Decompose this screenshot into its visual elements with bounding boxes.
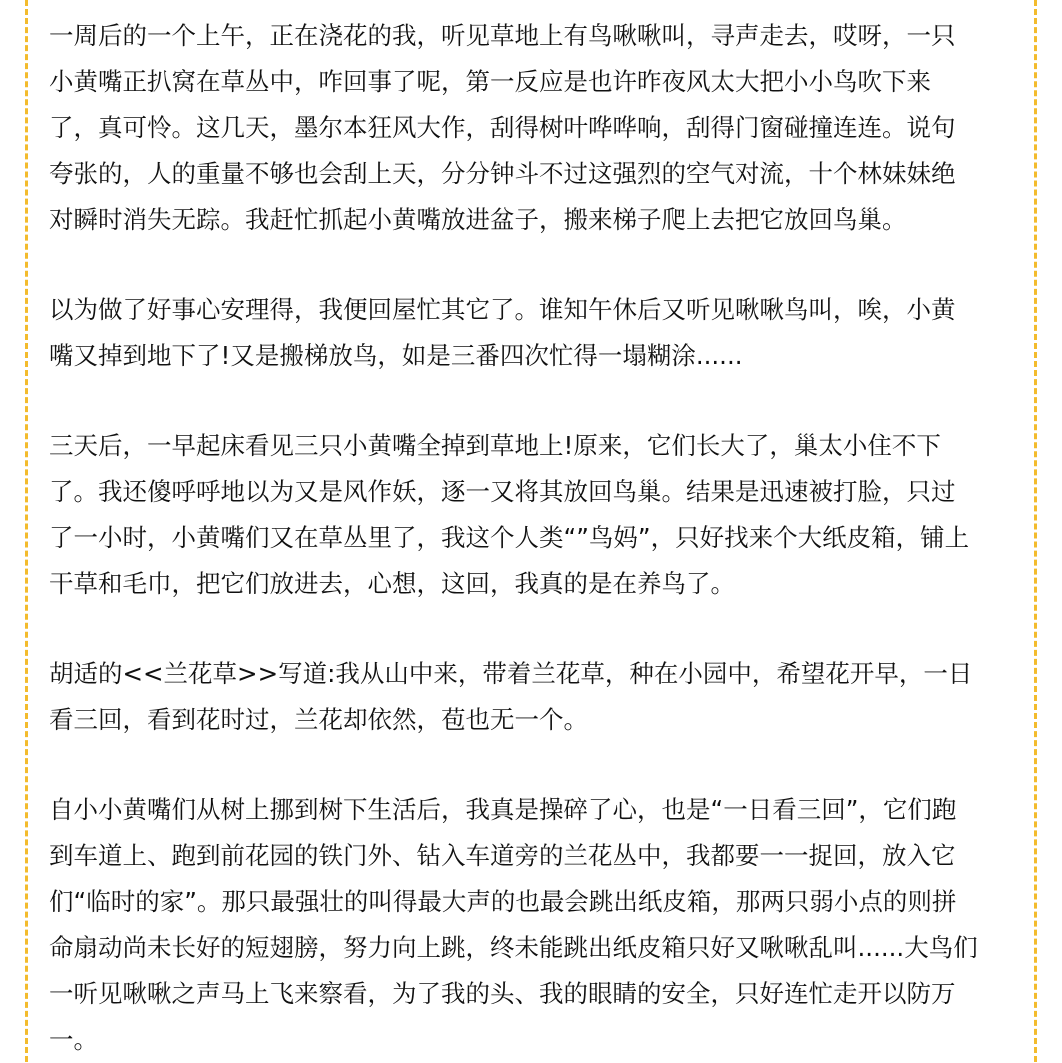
text-line: 对瞬时消失无踪。我赶忙抓起小黄嘴放进盆子，搬来梯子爬上去把它放回鸟巢。	[49, 205, 907, 234]
text-line: 干草和毛巾，把它们放进去，心想，这回，我真的是在养鸟了。	[49, 569, 735, 598]
paragraph-2	[49, 287, 1015, 379]
text-line: 一。	[49, 1025, 98, 1054]
text-line: 到车道上、跑到前花园的铁门外、钻入车道旁的兰花丛中，我都要一一捉回，放入它	[49, 841, 956, 870]
text-line: 嘴又掉到地下了!又是搬梯放鸟，如是三番四次忙得一塌糊涂......	[49, 341, 743, 370]
paragraph-gap	[49, 379, 1015, 423]
text-line: 了，真可怜。这几天，墨尔本狂风大作，刮得树叶哗哗响，刮得门窗碰撞连连。说句	[49, 113, 956, 142]
paragraph-5	[49, 787, 1015, 1063]
left-dashed-border	[25, 0, 28, 1062]
text-line: 一听见啾啾之声马上飞来察看，为了我的头、我的眼睛的安全，只好连忙走开以防万	[49, 979, 956, 1008]
text-line: 了一小时，小黄嘴们又在草丛里了，我这个人类“”鸟妈”，只好找来个大纸皮箱，铺上	[49, 523, 970, 552]
text-line: 自小小黄嘴们从树上挪到树下生活后，我真是操碎了心，也是“一日看三回”，它们跑	[49, 795, 957, 824]
paragraph-gap	[49, 607, 1015, 651]
text-line: 一周后的一个上午，正在浇花的我，听见草地上有鸟啾啾叫，寻声走去，哎呀，一只	[49, 21, 956, 50]
paragraph-1	[49, 13, 1015, 243]
text-line: 三天后，一早起床看见三只小黄嘴全掉到草地上!原来，它们长大了，巢太小住不下	[49, 431, 941, 460]
text-line: 胡适的<<兰花草>>写道:我从山中来，带着兰花草，种在小园中，希望花开早，一日	[49, 659, 973, 688]
text-line: 夸张的，人的重量不够也会刮上天，分分钟斗不过这强烈的空气对流，十个林妹妹绝	[49, 159, 956, 188]
paragraph-4	[49, 651, 1015, 743]
text-line: 小黄嘴正扒窝在草丛中，咋回事了呢，第一反应是也许昨夜风太大把小小鸟吹下来	[49, 67, 931, 96]
text-line: 们“临时的家”。那只最强壮的叫得最大声的也最会跳出纸皮箱，那两只弱小点的则拼	[49, 887, 957, 916]
paragraph-gap	[49, 743, 1015, 787]
paragraph-gap	[49, 243, 1015, 287]
article-body	[49, 13, 1015, 1063]
right-dashed-border	[1034, 0, 1037, 1062]
text-line: 看三回，看到花时过，兰花却依然，苞也无一个。	[49, 705, 588, 734]
text-line: 了。我还傻呼呼地以为又是风作妖，逐一又将其放回鸟巢。结果是迅速被打脸，只过	[49, 477, 956, 506]
text-line: 以为做了好事心安理得，我便回屋忙其它了。谁知午休后又听见啾啾鸟叫，唉，小黄	[49, 295, 956, 324]
text-line: 命扇动尚未长好的短翅膀，努力向上跳，终未能跳出纸皮箱只好又啾啾乱叫......大鸟们	[49, 933, 978, 962]
paragraph-3	[49, 423, 1015, 607]
